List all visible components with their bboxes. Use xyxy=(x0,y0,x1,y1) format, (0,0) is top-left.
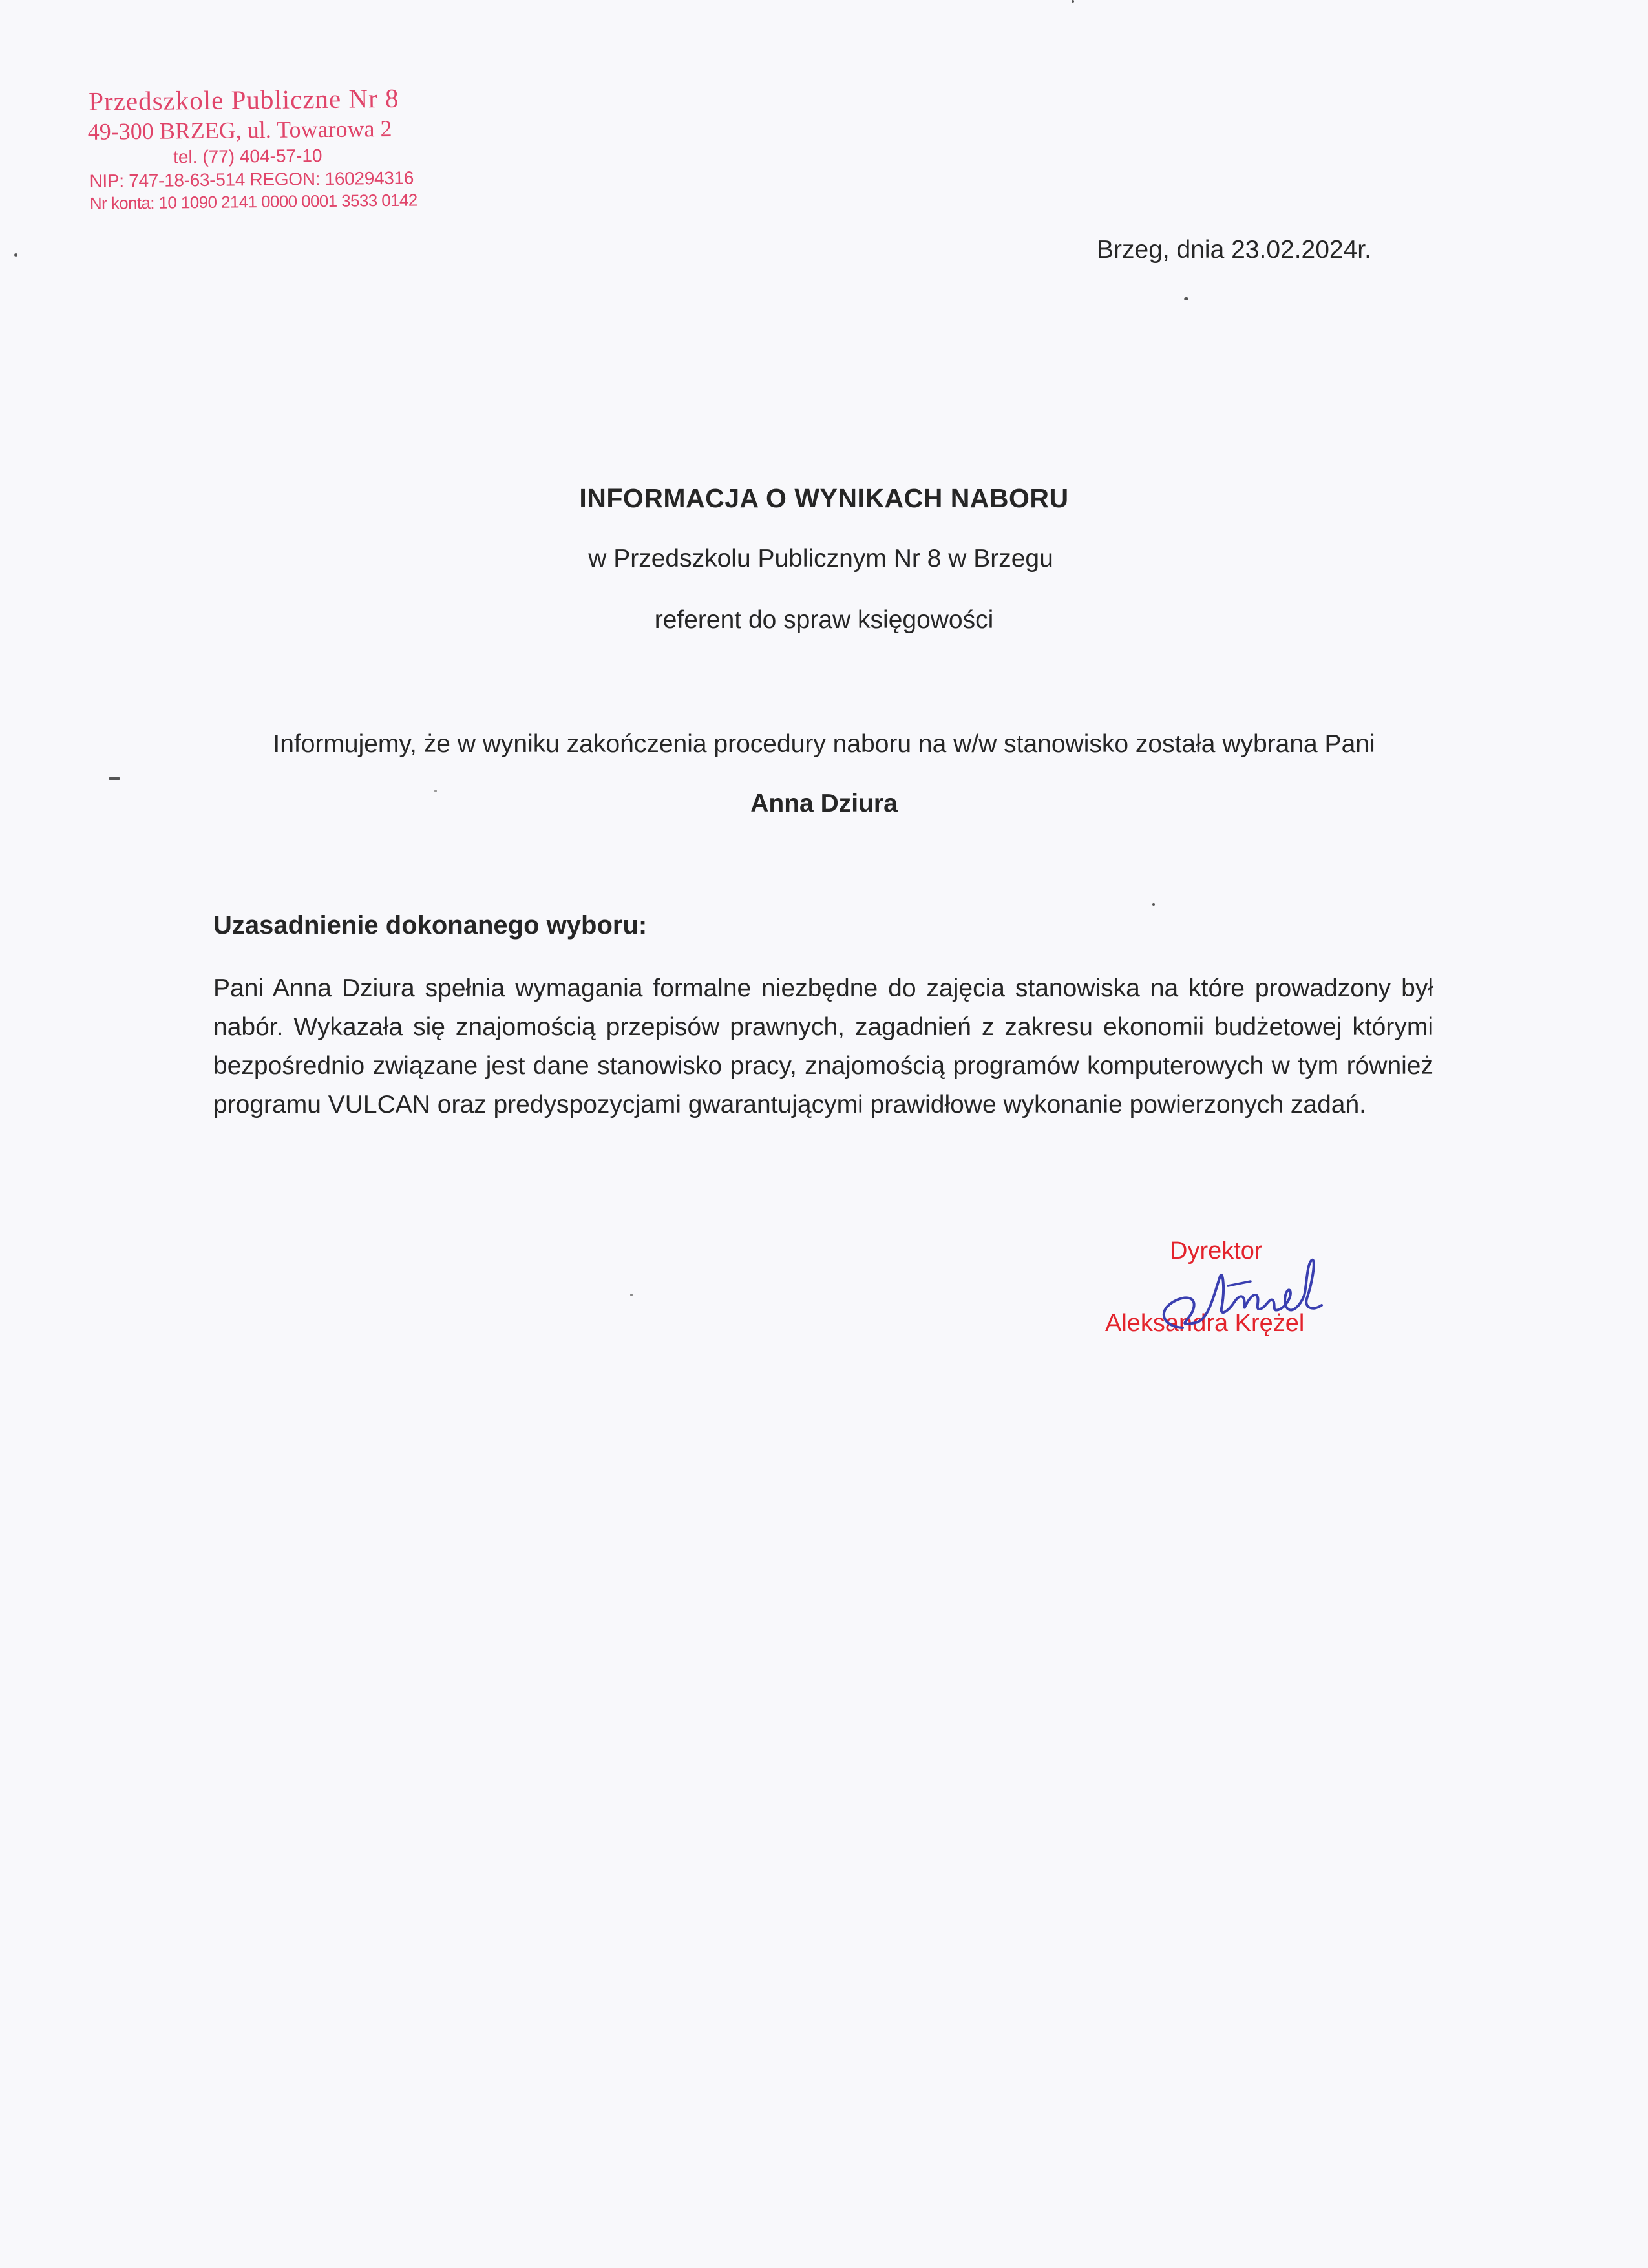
scan-speck xyxy=(109,777,120,780)
announcement-text: Informujemy, że w wyniku zakończenia procedury naboru na w/w stanowisko została wybrana Pani xyxy=(273,730,1375,758)
justification-body: Pani Anna Dziura spełnia wymagania formalne niezbędne do zajęcia stanowiska na które prowadzony był nabór. Wykazała się znajomością przepisów prawnych, zagadnień z zakresu ekonomii budżetowej którymi bezpośrednio związane jest dane stanowisko pracy, znajomością programów komputerowych w tym również programu VULCAN oraz predyspozycjami gwarantującymi prawidłowe wykonanie powierzonych zadań. xyxy=(213,974,1433,1118)
stamp-address: 49-300 BRZEG, ul. Towarowa 2 xyxy=(87,115,392,145)
stamp-bank-account: Nr konta: 10 1090 2141 0000 0001 3533 0142 xyxy=(89,190,417,213)
signature-block xyxy=(1099,1237,1344,1354)
stamp-phone: tel. (77) 404-57-10 xyxy=(173,145,322,167)
document-title: INFORMACJA O WYNIKACH NABORU xyxy=(579,483,1069,513)
signature-name: Aleksandra Krężel xyxy=(1105,1310,1305,1337)
signature-role: Dyrektor xyxy=(1170,1237,1263,1265)
scan-speck xyxy=(434,790,437,792)
position-line: referent do spraw księgowości xyxy=(654,606,994,634)
handwritten-signature xyxy=(1137,1250,1338,1347)
stamp-tax-ids: NIP: 747-18-63-514 REGON: 160294316 xyxy=(89,167,414,191)
selected-person: Anna Dziura xyxy=(750,790,898,817)
scan-speck xyxy=(1152,903,1155,906)
document-date: Brzeg, dnia 23.02.2024r. xyxy=(1097,236,1371,264)
stamp-school-name: Przedszkole Publiczne Nr 8 xyxy=(88,83,399,116)
scan-speck xyxy=(1184,297,1188,300)
institution-line: w Przedszkolu Publicznym Nr 8 w Brzegu xyxy=(588,545,1053,572)
justification-heading: Uzasadnienie dokonanego wyboru: xyxy=(213,911,648,940)
scan-speck xyxy=(1072,0,1074,3)
scan-speck xyxy=(630,1294,633,1296)
school-stamp xyxy=(89,82,439,214)
scan-speck xyxy=(14,253,17,257)
